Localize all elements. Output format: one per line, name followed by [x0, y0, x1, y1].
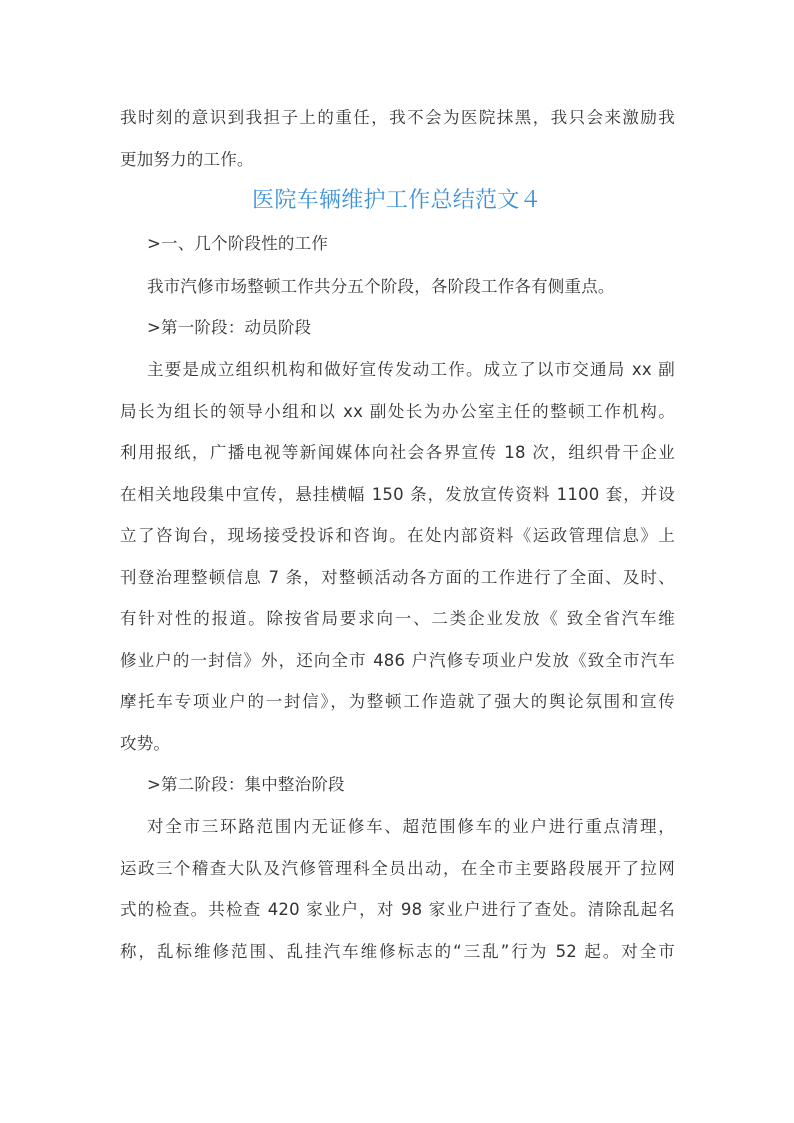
paragraph-line: 立了咨询台，现场接受投诉和咨询。在处内部资料《运政管理信息》上	[120, 526, 675, 545]
heading-stages: >一、几个阶段性的工作	[147, 234, 329, 253]
paragraph-line: 刊登治理整顿信息 7 条，对整顿活动各方面的工作进行了全面、及时、	[120, 568, 675, 587]
paragraph-line: 式的检查。共检查 420 家业户，对 98 家业户进行了查处。清除乱起名	[120, 900, 675, 919]
paragraph-line: 在相关地段集中宣传，悬挂横幅 150 条，发放宣传资料 1100 套，并设	[120, 485, 675, 504]
stage-2-title: >第二阶段：集中整治阶段	[147, 775, 345, 794]
section-title: 医院车辆维护工作总结范文４	[252, 188, 542, 213]
paragraph-line: 攻势。	[120, 734, 171, 753]
paragraph-line: 修业户的一封信》外，还向全市 486 户汽修专项业户发放《致全市汽车	[120, 651, 675, 670]
paragraph-line: 称，乱标维修范围、乱挂汽车维修标志的“三乱”行为 52 起。对全市	[120, 942, 675, 961]
intro-line: 更加努力的工作。	[120, 150, 254, 169]
paragraph-line: 我市汽修市场整顿工作共分五个阶段，各阶段工作各有侧重点。	[147, 277, 615, 296]
paragraph-line: 对全市三环路范围内无证修车、超范围修车的业户进行重点清理，	[147, 817, 675, 836]
intro-line: 我时刻的意识到我担子上的重任，我不会为医院抹黑，我只会来激励我	[120, 108, 675, 127]
paragraph-line: 有针对性的报道。除按省局要求向一、二类企业发放《 致全省汽车维	[120, 609, 675, 628]
paragraph-line: 摩托车专项业户的一封信》，为整顿工作造就了强大的舆论氛围和宣传	[120, 692, 675, 711]
paragraph-line: 利用报纸，广播电视等新闻媒体向社会各界宣传 18 次，组织骨干企业	[120, 443, 675, 462]
paragraph-line: 运政三个稽查大队及汽修管理科全员出动，在全市主要路段展开了拉网	[120, 859, 675, 878]
paragraph-line: 主要是成立组织机构和做好宣传发动工作。成立了以市交通局 xx 副	[147, 360, 675, 379]
stage-1-title: >第一阶段：动员阶段	[147, 318, 312, 337]
paragraph-line: 局长为组长的领导小组和以 xx 副处长为办公室主任的整顿工作机构。	[120, 402, 675, 421]
